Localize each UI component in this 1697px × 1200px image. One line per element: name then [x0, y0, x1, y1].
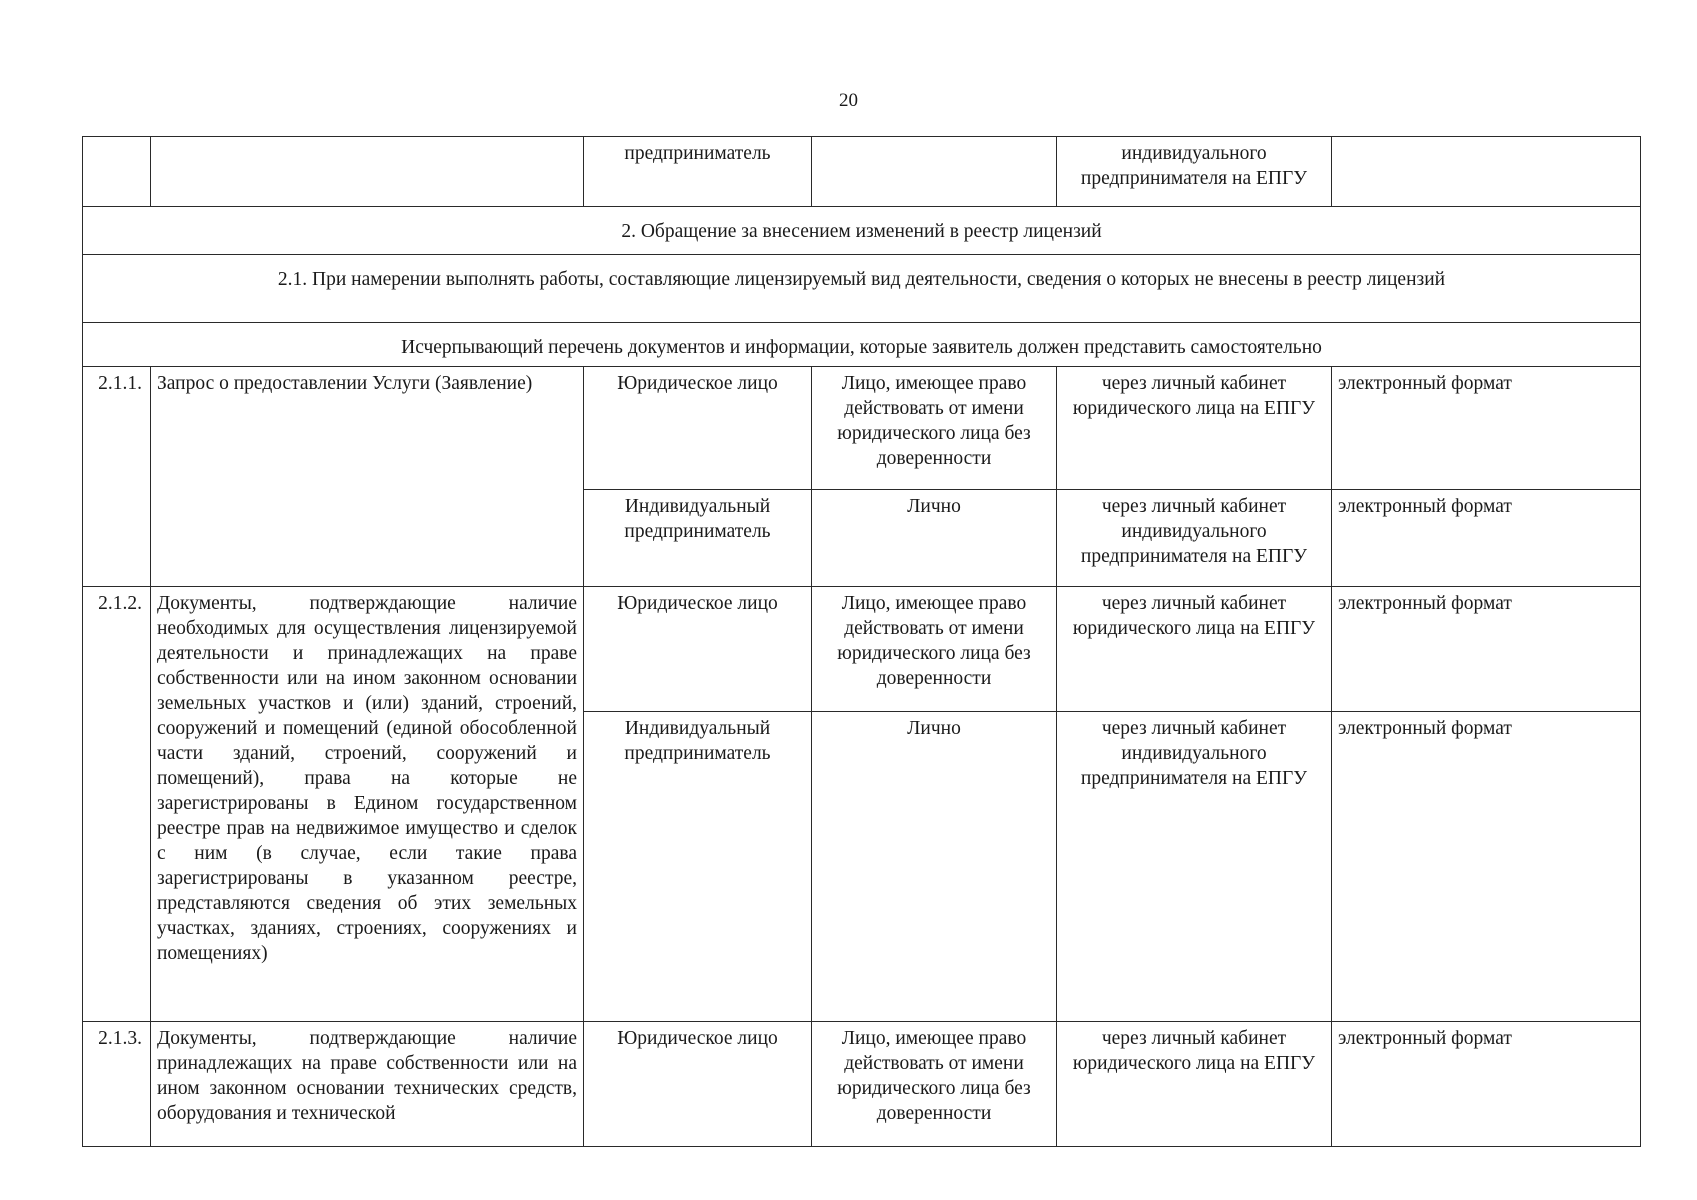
subsection-row	[83, 255, 1641, 323]
method-cell: через личный кабинет юридического лица на ЕПГУ	[1057, 367, 1332, 490]
document-name: Запрос о предоставлении Услуги (Заявление)	[151, 367, 584, 587]
table-row	[83, 367, 1641, 490]
representative-cell	[812, 137, 1057, 207]
document-name: Документы, подтверждающие наличие принадлежащих на праве собственности или на ином законном основании технических средств, оборудования и технической	[151, 1022, 584, 1147]
item-number: 2.1.3.	[83, 1022, 151, 1147]
section-title: 2. Обращение за внесением изменений в реестр лицензий	[83, 207, 1641, 255]
subsection-title: 2.1. При намерении выполнять работы, составляющие лицензируемый вид деятельности, сведения о которых не внесены в реестр лицензий	[83, 255, 1641, 323]
applicant-cell: Индивидуальный предприниматель	[584, 712, 812, 1022]
format-cell: электронный формат	[1332, 587, 1641, 712]
number-cell	[83, 137, 151, 207]
list-heading-row	[83, 323, 1641, 367]
representative-cell: Лицо, имеющее право действовать от имени юридического лица без доверенности	[812, 587, 1057, 712]
representative-cell: Лицо, имеющее право действовать от имени юридического лица без доверенности	[812, 367, 1057, 490]
format-cell: электронный формат	[1332, 367, 1641, 490]
item-number: 2.1.2.	[83, 587, 151, 1022]
method-cell: индивидуального предпринимателя на ЕПГУ	[1057, 137, 1332, 207]
format-cell	[1332, 137, 1641, 207]
method-cell: через личный кабинет юридического лица на ЕПГУ	[1057, 1022, 1332, 1147]
page-number: 20	[839, 90, 858, 111]
format-cell: электронный формат	[1332, 712, 1641, 1022]
method-cell: через личный кабинет индивидуального предпринимателя на ЕПГУ	[1057, 490, 1332, 587]
representative-cell: Лицо, имеющее право действовать от имени юридического лица без доверенности	[812, 1022, 1057, 1147]
list-heading: Исчерпывающий перечень документов и информации, которые заявитель должен представить самостоятельно	[83, 323, 1641, 367]
applicant-cell: Юридическое лицо	[584, 367, 812, 490]
table-row	[83, 587, 1641, 712]
format-cell: электронный формат	[1332, 490, 1641, 587]
applicant-cell: Юридическое лицо	[584, 1022, 812, 1147]
item-number: 2.1.1.	[83, 367, 151, 587]
continuation-row	[83, 137, 1641, 207]
format-cell: электронный формат	[1332, 1022, 1641, 1147]
method-cell: через личный кабинет юридического лица на ЕПГУ	[1057, 587, 1332, 712]
section-row	[83, 207, 1641, 255]
document-name: Документы, подтверждающие наличие необходимых для осуществления лицензируемой деятельности и принадлежащих на праве собственности или на ином законном основании земельных участков и (или) зданий, строений, сооружений и помещений (единой обособленной части зданий, строений, сооружений и помещений), права на которые не зарегистрированы в Едином государственном реестре прав на недвижимое имущество и сделок с ним (в случае, если такие права зарегистрированы в указанном реестре, представляются сведения об этих земельных участках, зданиях, строениях, сооружениях и помещениях)	[151, 587, 584, 1022]
representative-cell: Лично	[812, 712, 1057, 1022]
applicant-cell: Индивидуальный предприниматель	[584, 490, 812, 587]
applicant-cell: Юридическое лицо	[584, 587, 812, 712]
licensing-documents-table	[82, 136, 1641, 1147]
table-row	[83, 1022, 1641, 1147]
applicant-cell: предприниматель	[584, 137, 812, 207]
representative-cell: Лично	[812, 490, 1057, 587]
method-cell: через личный кабинет индивидуального предпринимателя на ЕПГУ	[1057, 712, 1332, 1022]
document-name-cell	[151, 137, 584, 207]
